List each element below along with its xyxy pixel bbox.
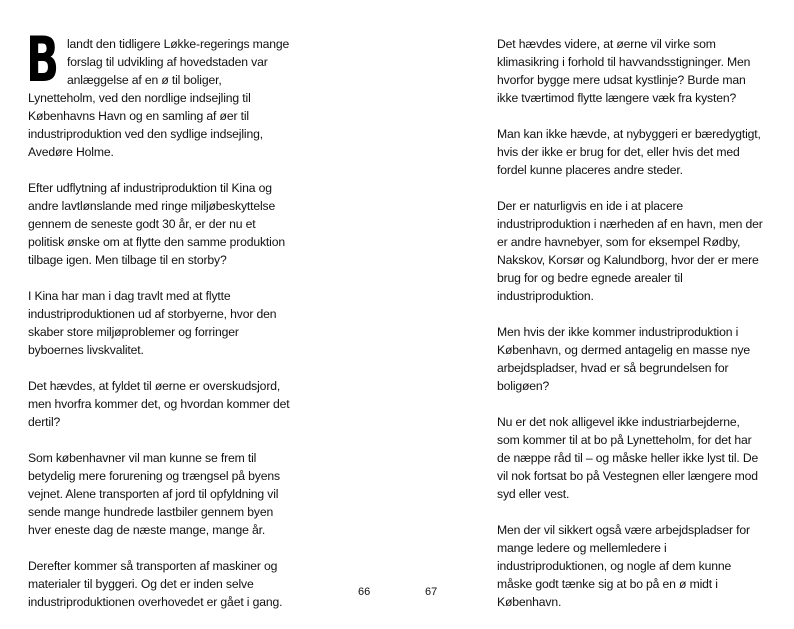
- paragraph: Det hævdes, at fyldet til øerne er overskudsjord, men hvorfra kommer det, og hvordan kommer det dertil?: [28, 379, 290, 429]
- paragraph: Men der vil sikkert også være arbejdspladser for mange ledere og mellemledere i industriproduktionen, og nogle af dem kunne måske godt tænke sig at bo på en ø midt i København.: [497, 523, 750, 609]
- paragraph: Som københavner vil man kunne se frem til betydelig mere forurening og trængsel på byens vejnet. Alene transporten af jord til opfyldning vil sende mange hundrede lastbiler gennem byen hver eneste dag de næste mange, mange år.: [28, 451, 280, 537]
- left-text-column: [26, 23, 290, 629]
- drop-cap: B: [26, 23, 60, 96]
- right-text-column: [497, 35, 765, 629]
- paragraph: Det hævdes videre, at øerne vil virke som klimasikring i forhold til havvandsstigninger. Men hvorfor bygge mere udsat kystlinje? Burde man ikke tværtimod flytte længere væk fra kysten?: [497, 37, 751, 105]
- page-number-right: 67: [425, 586, 438, 598]
- page-number-left: 66: [358, 586, 371, 598]
- intro-text: landt den tidligere Løkke-regerings mange forslag til udvikling af hovedstaden var anlæggelse af en ø til boliger, Lynetteholm, ved den nordlige indsejling til Københavns Havn og en samling af øer til industriproduktion ved den sydlige indsejling, Avedøre Holme.: [28, 37, 290, 159]
- paragraph: Efter udflytning af industriproduktion til Kina og andre lavtlønslande med ringe miljøbeskyttelse gennem de seneste godt 30 år, er der nu et politisk ønske om at flytte den samme produktion tilbage igen. Men tilbage til en storby?: [28, 181, 285, 267]
- paragraph: Der er naturligvis en ide i at placere industriproduktion i nærheden af en havn, men der er andre havnebyer, som for eksempel Rødby, Nakskov, Korsør og Kalundborg, hvor der er mere brug for og bedre egnede arealer til industriproduktion.: [497, 199, 763, 303]
- paragraph: Man kan ikke hævde, at nybyggeri er bæredygtigt, hvis der ikke er brug for det, eller hvis det med fordel kunne placeres andre steder.: [497, 127, 761, 177]
- paragraph: Men hvis der ikke kommer industriproduktion i København, og dermed antagelig en masse nye arbejdspladser, hvad er så begrundelsen for boligøen?: [497, 325, 751, 393]
- right-page: [397, 0, 794, 624]
- paragraph: Derefter kommer så transporten af maskiner og materialer til byggeri. Og det er inden selve industriproduktionen overhovedet er gået i gang.: [28, 559, 283, 609]
- paragraph: I Kina har man i dag travlt med at flytte industriproduktionen ud af storbyerne, hvor den skaber store miljøproblemer og forringer byboernes livskvalitet.: [28, 289, 277, 357]
- paragraph-intro: [26, 23, 290, 161]
- left-page: [0, 0, 397, 624]
- paragraph: Nu er det nok alligevel ikke industriarbejderne, som kommer til at bo på Lynetteholm, for det har de næppe råd til – og måske heller ikke lyst til. De vil nok fortsat bo på Vestegnen eller længere mod syd eller vest.: [497, 415, 759, 501]
